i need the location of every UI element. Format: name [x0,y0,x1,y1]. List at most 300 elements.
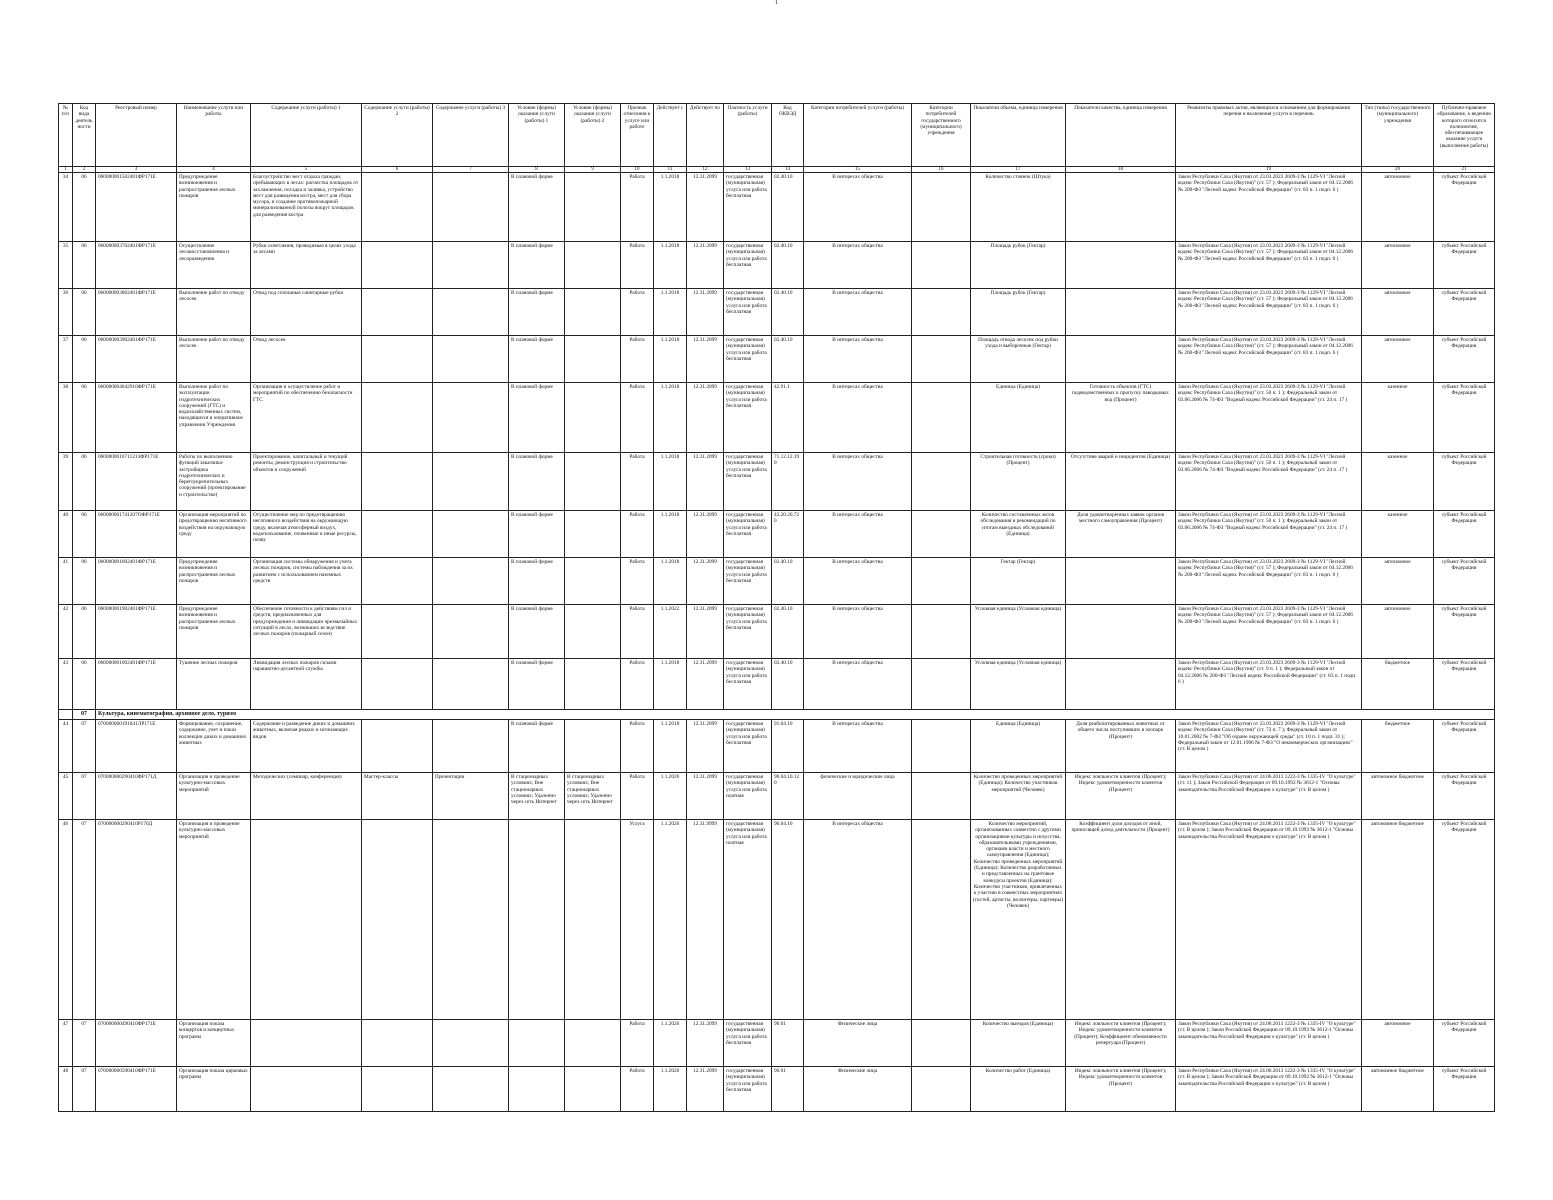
cell-from: 1.1.2018 [654,453,687,511]
cell-from: 1.1.2026 [654,1067,687,1112]
cell-kind: Работа [621,173,654,242]
cell-n: 41 [59,558,73,605]
cell-vol: Строительная готовность (сроки) (Процент) [971,453,1066,511]
column-number: 4 [177,167,251,173]
cell-reg: 060000003902401ФР171Е [96,336,177,383]
cell-type: казенное [1362,383,1434,453]
cell-s2: Мастер-классы [362,773,433,820]
cell-reg: 060000004042910ФР171Е [96,383,177,453]
cell-n: 48 [59,1067,73,1112]
cell-code: 06 [73,659,96,710]
cell-cat: В интересах общества [804,558,912,605]
column-header: Содержание услуги (работы) 1 [251,104,362,167]
cell-n: 44 [59,720,73,773]
cell-s1: Организация и осуществление работ и мероприятий по обеспечению безопасности ГТС [251,383,362,453]
cell-name: Предупреждение возникновения и распространения лесных пожаров [177,558,251,605]
column-header: Содержание услуги (работы) 3 [433,104,509,167]
cell-qual [1066,336,1176,383]
cell-cat: физические и юридические лица [804,773,912,820]
cell-law: Закон Республики Саха (Якутия) от 23.03.2023 2609-З № 1129-VI "Лесной кодекс Республики Саха (Якутия)" (ст. 57 ); Федеральный закон от 04.12.2006 № 200-ФЗ "Лесной кодекс Российской Федерации" (ст. 83 п. 1 подп. 6 ) [1176,173,1362,242]
column-number: 8 [509,167,565,173]
cell-ppo: субъект Российской Федерации [1434,336,1495,383]
cell-vol: Условная единица (Условная единица) [971,659,1066,710]
cell-pay: государственная (муниципальная) услуга или работа бесплатная [724,605,772,659]
cell-code: 06 [73,511,96,558]
cell-law: Закон Республики Саха (Якутия) от 23.03.2023 2609-З № 1129-VI "Лесной кодекс Республики Саха (Якутия)" (ст. 50 п. 1 ); Федеральный закон от 03.06.2006 № 74-ФЗ "Водный кодекс Российской Федерации" (ст. 24 п. 17 ) [1176,383,1362,453]
column-header: Наименование услуги или работы [177,104,251,167]
cell-s1: Рубки осветления, проводимые в целях ухода за лесами [251,242,362,289]
cell-type: автономное бюджетное [1362,1067,1434,1112]
cell-to: 12.31.2099 [687,659,724,710]
cell-catu [912,820,971,1020]
cell-kind: Работа [621,605,654,659]
cell-code: 07 [73,773,96,820]
cell-s1 [251,820,362,1020]
column-number: 13 [724,167,772,173]
cell-catu [912,289,971,336]
cell-n: 38 [59,383,73,453]
cell-cat: В интересах общества [804,289,912,336]
column-number: 15 [804,167,912,173]
cell-okved: 90.04.10 [772,820,804,1020]
cell-s2 [362,558,433,605]
cell-s2 [362,1067,433,1112]
cell-catu [912,558,971,605]
cell-vol: Единица (Единица) [971,383,1066,453]
services-table [58,103,1495,1112]
column-number: 1 [59,167,73,173]
cell-reg: 060000001741207ОФР171Е [96,511,177,558]
cell-s1: Ликвидация лесных пожаров силами парашютно-десантной службы [251,659,362,710]
cell-from: 1.1.2018 [654,173,687,242]
cell-law: Закон Республики Саха (Якутия) от 23.03.2023 2609-З № 1129-VI "Лесной кодекс Республики Саха (Якутия)" (ст. 57 ); Федеральный закон от 04.12.2006 № 200-ФЗ "Лесной кодекс Российской Федерации" (ст. 83 п. 1 подп. 6 ) [1176,336,1362,383]
cell-type: автономное [1362,1020,1434,1067]
column-number: 20 [1362,167,1434,173]
cell-cat: Физические лица [804,1067,912,1112]
column-header: Тип (типы) государственного (муниципального) учреждения [1362,104,1434,167]
cell-n: 47 [59,1020,73,1067]
cell-type: автономное бюджетное [1362,773,1434,820]
cell-law: Закон Республики Саха (Якутия) от 23.03.2023 2609-З № 1129-VI "Лесной кодекс Республики Саха (Якутия)" (ст. 50 п. 1 ); Федеральный закон от 03.06.2006 № 74-ФЗ "Водный кодекс Российской Федерации" (ст. 24 п. 17 ) [1176,453,1362,511]
cell-ppo: субъект Российской Федерации [1434,511,1495,558]
cell-n: 43 [59,659,73,710]
cell-u2 [565,820,621,1020]
cell-s3: Презентации [433,773,509,820]
cell-u1: В плановой форме [509,720,565,773]
table-row [59,453,1495,511]
cell-s3 [433,453,509,511]
cell-okved: 02.40.10 [772,659,804,710]
column-number: 18 [1066,167,1176,173]
cell-reg: 060000003702401ФР171Е [96,242,177,289]
cell-catu [912,720,971,773]
cell-pay: государственная (муниципальная) услуга или работа бесплатная [724,511,772,558]
cell-catu [912,242,971,289]
cell-from: 1.1.2026 [654,773,687,820]
column-number: 11 [654,167,687,173]
cell-law: Закон Республики Саха (Якутия) от 23.03.2023 2609-З № 1129-VI "Лесной кодекс Республики Саха (Якутия)" (ст. 57 ); Федеральный закон от 04.12.2006 № 200-ФЗ "Лесной кодекс Российской Федерации" (ст. 83 п. 1 подп. 6 ) [1176,242,1362,289]
cell-from: 1.1.2018 [654,659,687,710]
cell-ppo: субъект Российской Федерации [1434,242,1495,289]
cell-u2 [565,720,621,773]
cell-vol: Количество составленных актов обследования и рекомендаций по итогам выездных обследований (Единица) [971,511,1066,558]
cell-s1: Осуществление мер по предотвращению негативного воздействия на окружающую среду, включая атмосферный воздух, водопользование, почвенные и иные ресурсы, почву [251,511,362,558]
cell-s3 [433,383,509,453]
cell-code: 07 [73,820,96,1020]
cell-name: Выполнение работ по отводу лесосек [177,336,251,383]
cell-qual: Отсутствие аварий и инцидентов (Единица) [1066,453,1176,511]
cell-from: 1.1.2018 [654,289,687,336]
cell-u1: В плановой форме [509,453,565,511]
cell-reg: 060000003802401ФР171Е [96,289,177,336]
cell-u2 [565,453,621,511]
column-header: Код вида деятельности [73,104,96,167]
column-number: 6 [362,167,433,173]
column-header: Платность услуги (работы) [724,104,772,167]
cell-type: автономное [1362,242,1434,289]
cell-u1: В стационарных условиях; Вне стационарных условиях; Удаленно через сеть Интернет [509,773,565,820]
table-row [59,773,1495,820]
cell-s3 [433,605,509,659]
cell-u2 [565,1020,621,1067]
cell-vol: Площадь отвода лесосек под рубки ухода и выборочные (Гектар) [971,336,1066,383]
cell-name: Организация и проведение культурно-массовых мероприятий [177,773,251,820]
cell-to: 12.31.9999 [687,820,724,1020]
cell-qual [1066,659,1176,710]
cell-ppo: субъект Российской Федерации [1434,605,1495,659]
cell-reg: 060000001902401ФР171Е [96,605,177,659]
cell-pay: государственная (муниципальная) услуга или работа бесплатная [724,383,772,453]
cell-qual: Готовность объектов (ГТС) подведомственных к пропуску паводковых вод (Процент) [1066,383,1176,453]
cell-code: 07 [73,1067,96,1112]
table-row [59,1067,1495,1112]
cell-from: 1.1.2018 [654,558,687,605]
table-row [59,173,1495,242]
column-header: Публично-правовое образование, к ведению которого относится полномочие, обеспечивающее оказание услуги (выполнение работы) [1434,104,1495,167]
cell-s2 [362,242,433,289]
cell-kind: Работа [621,1067,654,1112]
cell-catu [912,453,971,511]
cell-qual: Индекс лояльности клиентов (Процент); Индекс удовлетворенности клиентов (Процент); Коэффициент обновляемости репертуара (Процент) [1066,1020,1176,1067]
cell-reg: 060000001671121ЗФР171Е [96,453,177,511]
cell-u1: В плановой форме [509,659,565,710]
cell-qual [1066,173,1176,242]
cell-u2 [565,1067,621,1112]
cell-to: 12.31.2099 [687,173,724,242]
cell-s1: Обеспечение готовности к действиям сил и средств, предназначенных для предупреждения и ликвидации чрезвычайных ситуаций в лесах, возникших вследствие лесных пожаров (пожарный сезон) [251,605,362,659]
cell-ppo: субъект Российской Федерации [1434,1067,1495,1112]
cell-s1: Методических (семинар, конференция) [251,773,362,820]
cell-u2 [565,659,621,710]
cell-okved: 91.04.10 [772,720,804,773]
cell-vol: Количество мероприятий, организованных совместно с другими организациями культуры и искусства, образовательными учреждениями, органами власти и местного самоуправления (Единица); Количество проведенных мероприятий (Единица); Количество разработанных и представленных на грантовые конкурсы проектов (Единица); Количество участников, привлеченных к участию в совместных мероприятиях (гостей, артисты, волонтеры, партнеры) (Человек) [971,820,1066,1020]
column-header: Показатели объема, единица измерения [971,104,1066,167]
cell-from: 1.1.2026 [654,1020,687,1067]
cell-n: 40 [59,511,73,558]
cell-type: автономное [1362,336,1434,383]
cell-ppo: субъект Российской Федерации [1434,383,1495,453]
cell-cat: В интересах общества [804,453,912,511]
cell-reg: 060000001502401ФР171Е [96,173,177,242]
cell-from: 1.1.2018 [654,511,687,558]
cell-name: Предупреждение возникновения и распространения лесных пожаров [177,605,251,659]
cell-to: 12.31.2099 [687,242,724,289]
cell-pay: государственная (муниципальная) услуга или работа бесплатная [724,1020,772,1067]
column-number: 7 [433,167,509,173]
cell-s3 [433,820,509,1020]
cell-vol: Количество проведенных мероприятий (Единица); Количество участников мероприятий (Человек) [971,773,1066,820]
cell-type: автономное бюджетное [1362,820,1434,1020]
cell-s1: Отвод под сплошные санитарные рубки [251,289,362,336]
cell-reg: 070000000490410ФР171Е [96,1020,177,1067]
cell-from: 1.1.2018 [654,720,687,773]
cell-qual [1066,242,1176,289]
cell-law: Закон Республики Саха (Якутия) от 24.06.2013 1222-З № 1335-IV "О культуре" (ст. 11 ); Закон Российской Федерации от 09.10.1992 № 3612-1 "Основы законодательства Российской Федерации о культуре" (ст. В целом ) [1176,773,1362,820]
services-register [58,103,1494,1112]
cell-u2 [565,383,621,453]
section-spacer [59,710,73,720]
cell-vol: Условная единица (Условная единица) [971,605,1066,659]
cell-n: 36 [59,289,73,336]
cell-s3 [433,659,509,710]
cell-cat: В интересах общества [804,511,912,558]
cell-n: 39 [59,453,73,511]
column-header: Условие (формы) оказания услуги (работы) 1 [509,104,565,167]
cell-type: бюджетное [1362,720,1434,773]
cell-pay: государственная (муниципальная) услуга или работа бесплатная [724,558,772,605]
cell-from: 1.1.2022 [654,605,687,659]
cell-type: казенное [1362,511,1434,558]
cell-code: 06 [73,605,96,659]
cell-s3 [433,173,509,242]
cell-ppo: субъект Российской Федерации [1434,453,1495,511]
cell-okved: 02.40.10 [772,336,804,383]
cell-kind: Работа [621,558,654,605]
cell-okved: 02.40.10 [772,289,804,336]
cell-law: Закон Республики Саха (Якутия) от 23.03.2023 2609-З № 1129-VI "Лесной кодекс Республики Саха (Якутия)" (ст. 50 п. 1 ); Федеральный закон от 03.06.2006 № 74-ФЗ "Водный кодекс Российской Федерации" (ст. 24 п. 17 ) [1176,511,1362,558]
cell-name: Осуществление лесовосстановления и лесоразведения [177,242,251,289]
cell-qual: Индекс лояльности клиентов (Процент); Индекс удовлетворенности клиентов (Процент) [1066,773,1176,820]
cell-cat: В интересах общества [804,720,912,773]
cell-okved: 71.12.12.190 [772,453,804,511]
table-row [59,242,1495,289]
cell-reg: 070000000290410Р170Д [96,820,177,1020]
cell-s2 [362,336,433,383]
cell-catu [912,659,971,710]
cell-to: 12.31.2099 [687,383,724,453]
cell-ppo: субъект Российской Федерации [1434,720,1495,773]
cell-name: Работы по выполнению функций заказчика-застройщика гидротехнических и берегоукрепительных сооружений (проектирование и строительство) [177,453,251,511]
cell-ppo: субъект Российской Федерации [1434,1020,1495,1067]
cell-s1: Организация системы обнаружения и учета лесных пожаров, системы наблюдения за их развитием с использованием наземных средств [251,558,362,605]
cell-catu [912,383,971,453]
cell-catu [912,1067,971,1112]
column-number: 21 [1434,167,1495,173]
table-row [59,383,1495,453]
column-number: 12 [687,167,724,173]
cell-kind: Работа [621,511,654,558]
cell-to: 12.31.2099 [687,558,724,605]
cell-kind: Работа [621,289,654,336]
cell-vol: Площадь рубок (Гектар) [971,242,1066,289]
cell-catu [912,511,971,558]
column-header: № п/п [59,104,73,167]
cell-to: 12.31.2099 [687,773,724,820]
cell-n: 46 [59,820,73,1020]
cell-code: 06 [73,336,96,383]
cell-qual: Коэффициент доли доходов от иной, приносящей доход деятельности (Процент) [1066,820,1176,1020]
cell-code: 06 [73,383,96,453]
column-header: Условие (формы) оказания услуги (работы) 2 [565,104,621,167]
cell-u2 [565,173,621,242]
cell-to: 12.31.2099 [687,453,724,511]
table-row [59,1020,1495,1067]
cell-name: Организация и проведение культурно-массовых мероприятий [177,820,251,1020]
cell-u2 [565,558,621,605]
cell-law: Закон Республики Саха (Якутия) от 23.03.2023 2609-З № 1129-VI "Лесной кодекс Республики Саха (Якутия)" (ст. 57 ); Федеральный закон от 04.12.2006 № 200-ФЗ "Лесной кодекс Российской Федерации" (ст. 83 п. 1 подп. 6 ) [1176,605,1362,659]
column-number: 19 [1176,167,1362,173]
cell-pay: государственная (муниципальная) услуга или работа бесплатная [724,659,772,710]
cell-u1: В плановой форме [509,558,565,605]
cell-u1: В плановой форме [509,605,565,659]
cell-s3 [433,558,509,605]
table-row [59,289,1495,336]
column-number: 17 [971,167,1066,173]
cell-vol: Гектар (Гектар) [971,558,1066,605]
cell-okved: 02.40.10 [772,605,804,659]
section-code: 07 [73,710,96,720]
cell-kind: Работа [621,383,654,453]
cell-law: Закон Республики Саха (Якутия) от 23.03.2023 2609-З № 1129-VI "Лесной кодекс Республики Саха (Якутия)" (ст. 57 ); Федеральный закон от 04.12.2006 № 200-ФЗ "Лесной кодекс Российской Федерации" (ст. 83 п. 1 подп. 6 ) [1176,289,1362,336]
section-row [59,710,1495,720]
column-number: 3 [96,167,177,173]
cell-law: Закон Республики Саха (Якутия) от 24.06.2013 1222-З № 1335-IV "О культуре" (ст. В целом ); Закон Российской Федерации от 09.10.1992 № 3612-1 "Основы законодательства Российской Федерации о культуре" (ст. В целом ) [1176,820,1362,1020]
cell-pay: государственная (муниципальная) услуга или работа бесплатная [724,1067,772,1112]
table-row [59,820,1495,1020]
cell-reg: 070000000191041ЛР171Е [96,720,177,773]
cell-s3 [433,336,509,383]
cell-okved: 43.20.20.720 [772,511,804,558]
page-marker: 1 [775,0,778,6]
cell-to: 12.31.2099 [687,1020,724,1067]
cell-catu [912,1020,971,1067]
cell-okved: 90.04.10.120 [772,773,804,820]
cell-from: 1.1.2018 [654,383,687,453]
cell-type: бюджетное [1362,659,1434,710]
column-number: 2 [73,167,96,173]
cell-qual: Индекс лояльности клиентов (Процент); Индекс удовлетворенности клиентов (Процент) [1066,1067,1176,1112]
cell-ppo: субъект Российской Федерации [1434,173,1495,242]
cell-from: 1.1.2018 [654,242,687,289]
cell-s2 [362,720,433,773]
cell-reg: 060000001002401ФР171Е [96,659,177,710]
cell-pay: государственная (муниципальная) услуга или работа платная [724,820,772,1020]
cell-name: Выполнение работ по эксплуатации гидротехнических сооружений (ГТС) и водохозяйственных систем, находящихся в оперативном управлении Учреждения [177,383,251,453]
cell-n: 45 [59,773,73,820]
cell-reg: 070000000290410ФР171Д [96,773,177,820]
cell-pay: государственная (муниципальная) услуга или работа платная [724,773,772,820]
cell-u1: В плановой форме [509,336,565,383]
cell-u1 [509,1020,565,1067]
cell-cat: Физические лица [804,1020,912,1067]
cell-name: Тушение лесных пожаров [177,659,251,710]
cell-code: 06 [73,173,96,242]
cell-vol: Единица (Единица) [971,720,1066,773]
cell-type: автономное [1362,605,1434,659]
cell-name: Формирование, сохранение, содержание, учет и показ коллекции диких и домашних животных [177,720,251,773]
cell-s1 [251,1067,362,1112]
cell-cat: В интересах общества [804,659,912,710]
cell-name: Организация показа концертов и концертных программ [177,1020,251,1067]
cell-from: 1.1.2026 [654,820,687,1020]
cell-s3 [433,1067,509,1112]
cell-kind: Работа [621,242,654,289]
cell-s2 [362,605,433,659]
cell-qual: Доля реабилитированных животных от общего числа поступивших в зоопарк (Процент) [1066,720,1176,773]
table-row [59,720,1495,773]
cell-u1: В плановой форме [509,383,565,453]
column-number: 5 [251,167,362,173]
column-header: Показатели качества, единица измерения [1066,104,1176,167]
cell-kind: Работа [621,720,654,773]
cell-vol: Площадь рубок (Гектар) [971,289,1066,336]
cell-ppo: субъект Российской Федерации [1434,820,1495,1020]
cell-reg: 070000000590410ФР171Е [96,1067,177,1112]
cell-type: автономное [1362,289,1434,336]
cell-s2 [362,820,433,1020]
cell-reg: 060000001602401ФР171Е [96,558,177,605]
cell-kind: Работа [621,1020,654,1067]
cell-n: 34 [59,173,73,242]
cell-s3 [433,720,509,773]
cell-u1: В плановой форме [509,511,565,558]
cell-type: казенное [1362,453,1434,511]
section-title: Культура, кинематография, архивное дело, туризм [96,710,1495,720]
column-header: Код ОКВЭД [772,104,804,167]
cell-vol: Количество работ (Единица) [971,1067,1066,1112]
cell-s2 [362,1020,433,1067]
cell-u1 [509,820,565,1020]
cell-n: 37 [59,336,73,383]
cell-law: Закон Республики Саха (Якутия) от 23.03.2023 2609-З № 1129-VI "Лесной кодекс Республики Саха (Якутия)" (ст. 57 ); Федеральный закон от 04.12.2006 № 200-ФЗ "Лесной кодекс Российской Федерации" (ст. 83 п. 1 подп. 6 ) [1176,558,1362,605]
column-header: Действует с [654,104,687,167]
cell-u1: В плановой форме [509,173,565,242]
table-row [59,336,1495,383]
cell-s1 [251,1020,362,1067]
cell-cat: В интересах общества [804,242,912,289]
column-number: 9 [565,167,621,173]
cell-to: 12.31.2099 [687,720,724,773]
cell-code: 07 [73,1020,96,1067]
column-number: 14 [772,167,804,173]
cell-catu [912,173,971,242]
cell-cat: В интересах общества [804,605,912,659]
cell-u2 [565,336,621,383]
cell-s2 [362,383,433,453]
cell-law: Закон Республики Саха (Якутия) от 23.03.2023 2609-З № 1129-VI "Лесной кодекс Республики Саха (Якутия)" (ст. 72 п. 7 ); Федеральный закон от 10.01.2002 № 7-ФЗ "Об охране окружающей среды" (ст. 10 п. 1 подп. 31 ); Федеральный закон от 12.01.1996 № 7-ФЗ "О некоммерческих организациях" (ст. В целом ) [1176,720,1362,773]
cell-u1 [509,1067,565,1112]
cell-name: Выполнение работ по отводу лесосек [177,289,251,336]
cell-s1: Проектирование, капитальный и текущий ремонты, реконструкция и строительство объектов и сооружений [251,453,362,511]
cell-okved: 02.40.10 [772,558,804,605]
cell-law: Закон Республики Саха (Якутия) от 23.03.2023 2609-З № 1129-VI "Лесной кодекс Республики Саха (Якутия)" (ст. 9 п. 1 ); Федеральный закон от 04.12.2006 № 200-ФЗ "Лесной кодекс Российской Федерации" (ст. 83 п. 1 подп. 6 ) [1176,659,1362,710]
cell-kind: Работа [621,336,654,383]
cell-from: 1.1.2018 [654,336,687,383]
cell-u2 [565,289,621,336]
column-header: Признак отнесения к услуге или работе [621,104,654,167]
table-row [59,659,1495,710]
cell-s2 [362,659,433,710]
